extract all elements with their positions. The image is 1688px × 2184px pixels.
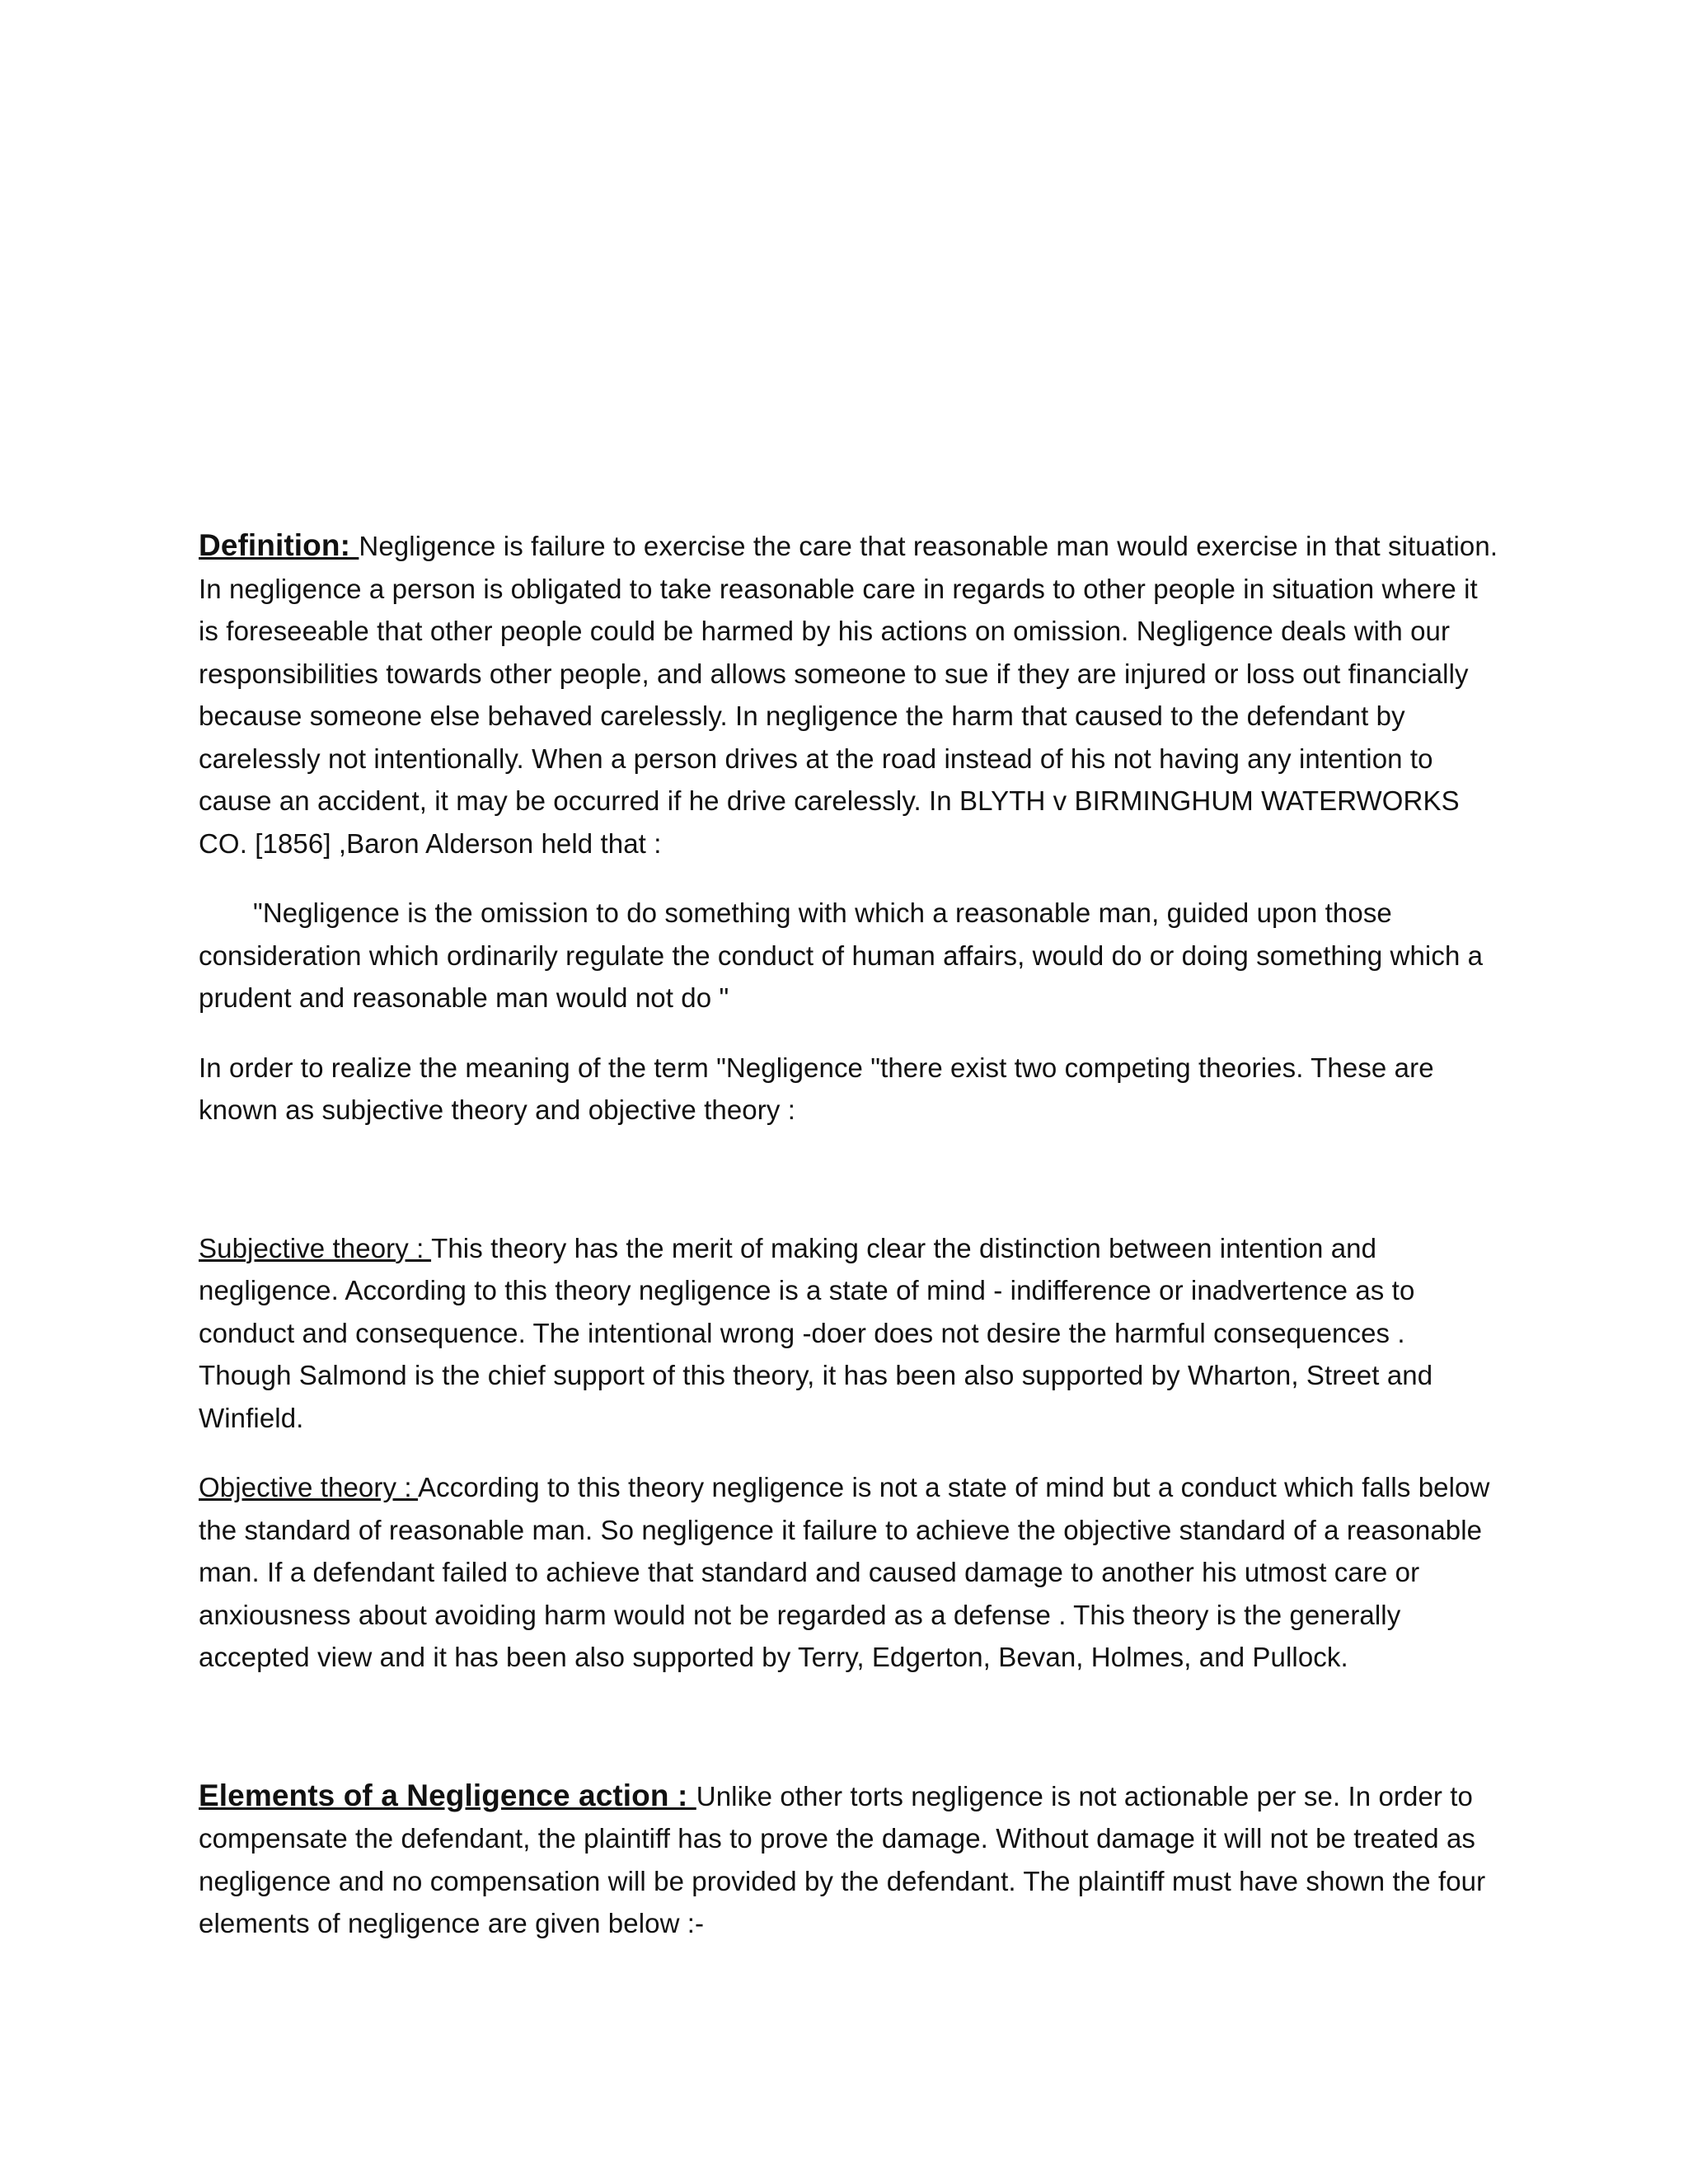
subjective-theory-paragraph — [199, 1227, 1501, 1440]
definition-paragraph — [199, 524, 1501, 865]
objective-theory-heading: Objective theory : — [199, 1472, 419, 1502]
objective-theory-text: According to this theory negligence is not a state of mind but a conduct which falls below the standard of reasonable man. So negligence it failure to achieve the objective standard of a reasonable man. If a defendant failed to achieve that standard and caused damage to another his utmost care or anxiousness about avoiding harm would not be regarded as a defense . This theory is the generally accepted view and it has been also supported by Terry, Edgerton, Bevan, Holmes, and Pullock. — [199, 1472, 1490, 1672]
theories-intro-text: In order to realize the meaning of the term "Negligence "there exist two competing theories. These are known as subjective theory and objective theory : — [199, 1052, 1434, 1125]
subjective-theory-heading: Subjective theory : — [199, 1232, 432, 1263]
definition-heading: Definition: — [199, 528, 359, 562]
theories-intro-paragraph — [199, 1047, 1501, 1132]
document-body — [199, 524, 1501, 1945]
subjective-theory-text: This theory has the merit of making clear the distinction between intention and negligence. According to this theory negligence is a state of mind - indifference or inadvertence as to conduct and consequence. The intentional wrong -doer does not desire the harmful consequences . Though Salmond is the chief support of this theory, it has been also supported by Wharton, Street and Winfield. — [199, 1232, 1433, 1433]
definition-text: Negligence is failure to exercise the care that reasonable man would exercise in that situation. In negligence a person is obligated to take reasonable care in regards to other people in situation where it is foreseeable that other people could be harmed by his actions on omission. Negligence deals with our responsibilities towards other people, and allows someone to sue if they are injured or loss out financially because someone else behaved carelessly. In negligence the harm that caused to the defendant by carelessly not intentionally. When a person drives at the road instead of his not having any intention to cause an accident, it may be occurred if he drive carelessly. In BLYTH v BIRMINGHUM WATERWORKS CO. [1856] ,Baron Alderson held that : — [199, 531, 1498, 859]
elements-text: Unlike other torts negligence is not actionable per se. In order to compensate the defendant, the plaintiff has to prove the damage. Without damage it will not be treated as negligence and no compensation will be provided by the defendant. The plaintiff must have shown the four elements of negligence are given below :- — [199, 1780, 1486, 1938]
elements-heading: Elements of a Negligence action : — [199, 1778, 696, 1812]
quote-paragraph — [199, 892, 1501, 1019]
quote-text: "Negligence is the omission to do something with which a reasonable man, guided upon those consideration which ordinarily regulate the conduct of human affairs, would do or doing something which a prudent and reasonable man would not do " — [199, 898, 1484, 1013]
elements-paragraph — [199, 1774, 1501, 1945]
objective-theory-paragraph — [199, 1466, 1501, 1679]
